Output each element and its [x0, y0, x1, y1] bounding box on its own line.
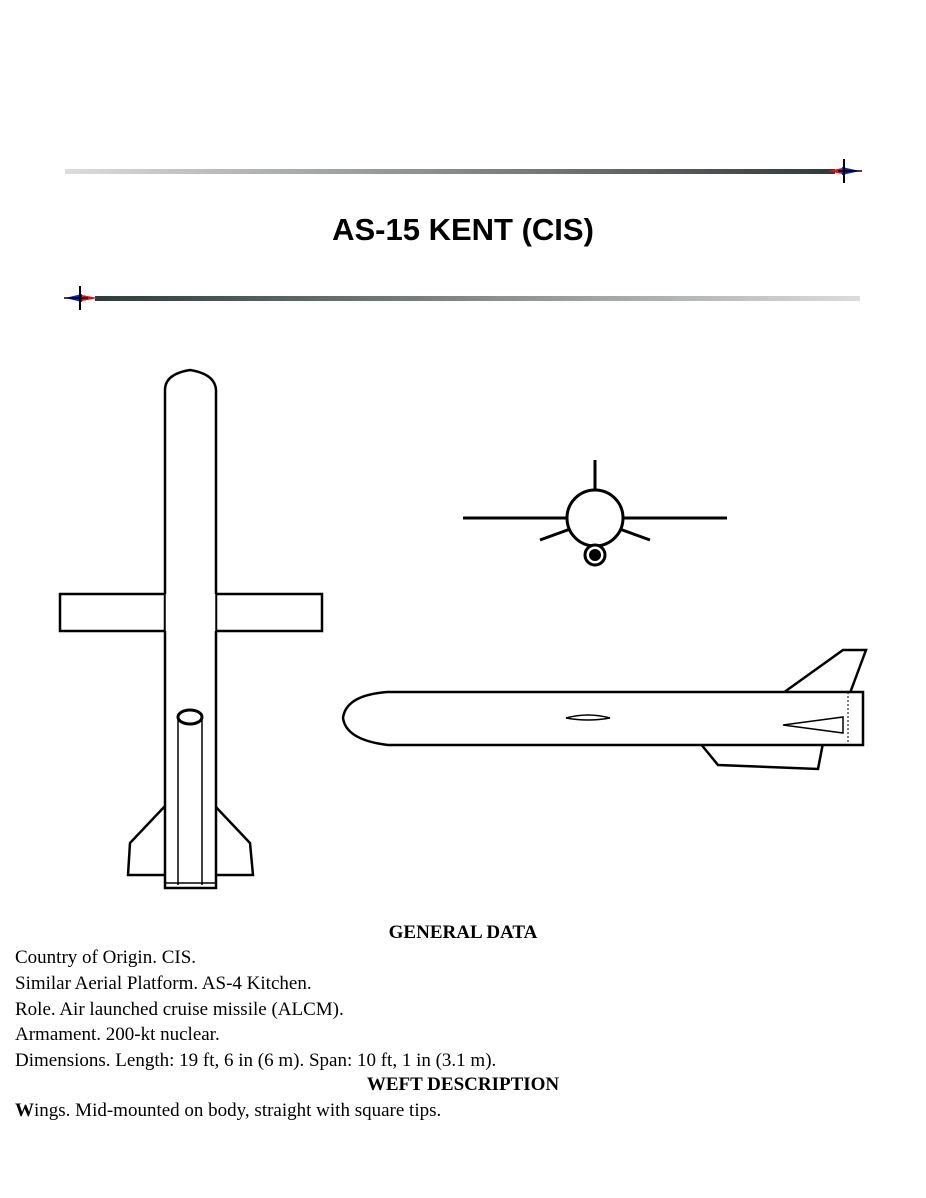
- jet-icon: [64, 286, 98, 310]
- armament: Armament. 200-kt nuclear.: [15, 1024, 220, 1045]
- country-of-origin: Country of Origin. CIS.: [15, 947, 197, 968]
- general-data-heading: GENERAL DATA: [388, 922, 538, 943]
- top-divider-bar: [60, 155, 870, 190]
- missile-front-view: [455, 455, 735, 580]
- wings-description: [15, 1100, 441, 1122]
- role: Role. Air launched cruise missile (ALCM).: [15, 999, 344, 1020]
- wings-text: ings. Mid-mounted on body, straight with square tips.: [34, 1100, 442, 1121]
- bottom-divider-bar: [60, 282, 870, 317]
- similar-platform: Similar Aerial Platform. AS-4 Kitchen.: [15, 973, 312, 994]
- missile-top-view: [50, 360, 340, 900]
- wings-initial: W: [15, 1100, 34, 1121]
- missile-side-view: [338, 645, 873, 775]
- dimensions: Dimensions. Length: 19 ft, 6 in (6 m). Span: 10 ft, 1 in (3.1 m).: [15, 1050, 497, 1071]
- weft-heading: WEFT DESCRIPTION: [366, 1074, 560, 1095]
- jet-icon: [828, 159, 862, 183]
- page-title: AS-15 KENT (CIS): [332, 212, 594, 247]
